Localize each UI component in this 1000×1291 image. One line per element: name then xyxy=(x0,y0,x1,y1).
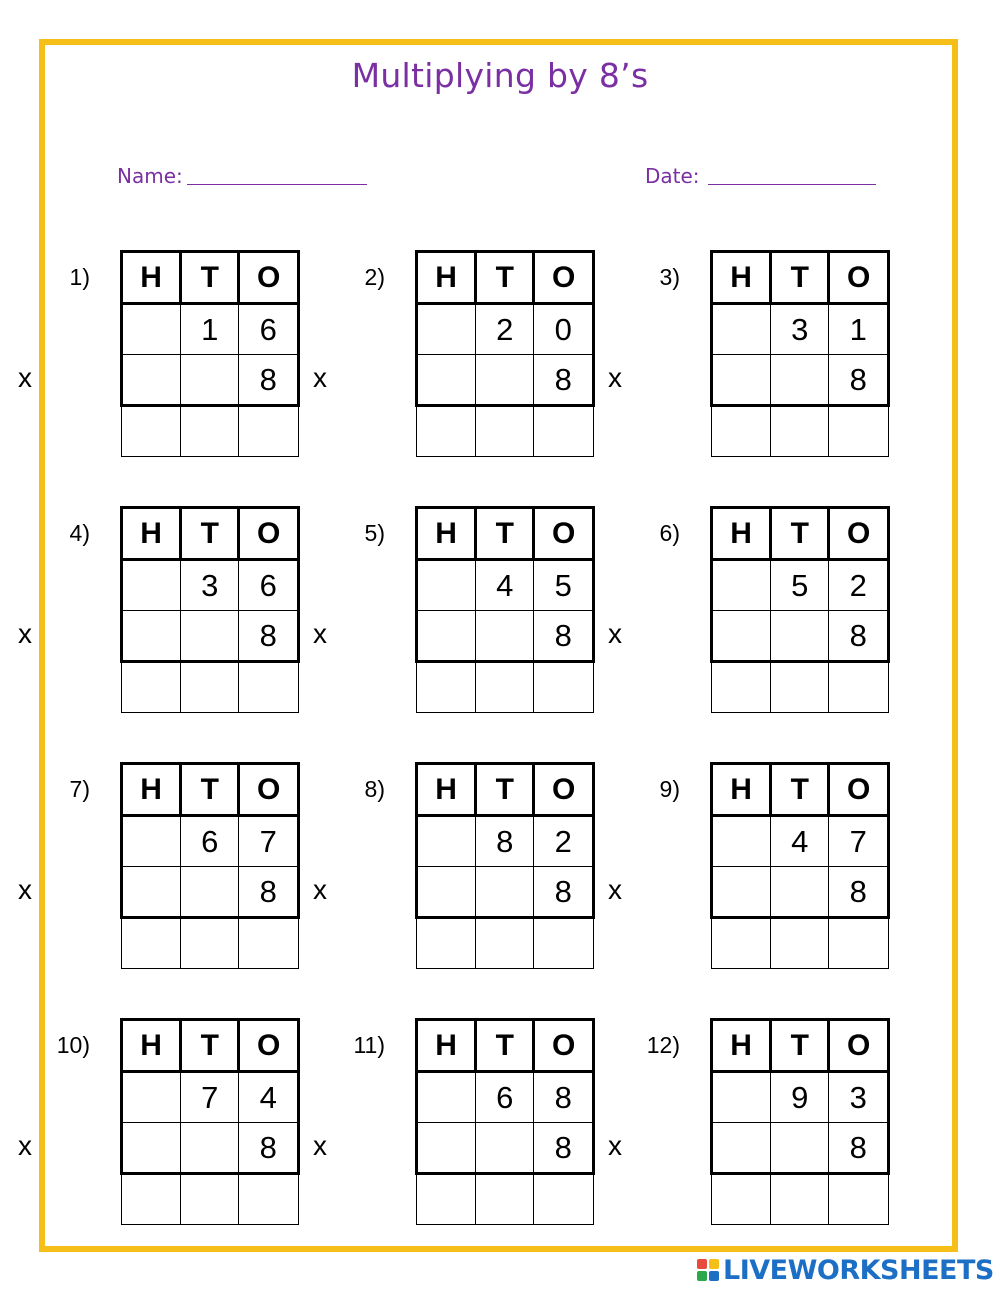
answer-ones-input[interactable] xyxy=(239,406,299,457)
problem-number: 1) xyxy=(69,264,90,290)
place-value-table xyxy=(415,506,595,713)
multiplier-row xyxy=(712,611,889,662)
answer-ones-input[interactable] xyxy=(239,918,299,969)
empty-cell xyxy=(417,816,476,867)
multiplier-row xyxy=(417,867,594,918)
multiplier-digit: 8 xyxy=(239,611,299,662)
answer-row xyxy=(712,918,889,969)
answer-ones-input[interactable] xyxy=(829,662,889,713)
problem-7 xyxy=(0,762,300,972)
empty-cell xyxy=(122,304,181,355)
multiplicand-ones: 6 xyxy=(239,560,299,611)
column-header: O xyxy=(829,508,889,560)
column-header: H xyxy=(712,1020,771,1072)
empty-cell xyxy=(122,867,181,918)
problem-number: 10) xyxy=(56,1032,90,1058)
answer-hundreds-input[interactable] xyxy=(417,918,476,969)
empty-cell xyxy=(417,867,476,918)
multiplicand-row xyxy=(122,816,299,867)
multiplier-row xyxy=(122,611,299,662)
multiplier-row xyxy=(122,1123,299,1174)
empty-cell xyxy=(771,867,829,918)
column-header: O xyxy=(829,764,889,816)
place-value-table xyxy=(120,762,300,969)
multiplier-digit: 8 xyxy=(829,1123,889,1174)
empty-cell xyxy=(712,560,771,611)
header-row xyxy=(417,252,594,304)
multiplicand-row xyxy=(417,1072,594,1123)
column-header: O xyxy=(534,1020,594,1072)
answer-row xyxy=(417,406,594,457)
multiply-sign: x xyxy=(608,362,622,393)
answer-ones-input[interactable] xyxy=(829,918,889,969)
column-header: H xyxy=(417,508,476,560)
column-header: T xyxy=(476,1020,534,1072)
answer-row xyxy=(712,406,889,457)
problem-number: 3) xyxy=(659,264,680,290)
empty-cell xyxy=(122,611,181,662)
empty-cell xyxy=(476,1123,534,1174)
multiplicand-tens: 9 xyxy=(771,1072,829,1123)
header-row xyxy=(417,764,594,816)
empty-cell xyxy=(712,355,771,406)
answer-ones-input[interactable] xyxy=(534,918,594,969)
column-header: T xyxy=(771,508,829,560)
problem-5 xyxy=(295,506,595,716)
problem-number: 7) xyxy=(69,776,90,802)
multiply-sign: x xyxy=(608,874,622,905)
multiplier-digit: 8 xyxy=(534,867,594,918)
multiply-sign: x xyxy=(18,1130,32,1161)
answer-tens-input[interactable] xyxy=(771,406,829,457)
answer-row xyxy=(122,406,299,457)
column-header: H xyxy=(712,764,771,816)
multiplier-row xyxy=(712,355,889,406)
multiplicand-tens: 6 xyxy=(181,816,239,867)
empty-cell xyxy=(122,1123,181,1174)
column-header: H xyxy=(712,508,771,560)
answer-ones-input[interactable] xyxy=(829,1174,889,1225)
problem-1 xyxy=(0,250,300,460)
header-row xyxy=(122,252,299,304)
problem-number: 9) xyxy=(659,776,680,802)
multiplicand-ones: 6 xyxy=(239,304,299,355)
multiply-sign: x xyxy=(608,618,622,649)
column-header: T xyxy=(181,764,239,816)
multiplier-row xyxy=(712,1123,889,1174)
multiplier-digit: 8 xyxy=(534,611,594,662)
multiplicand-tens: 3 xyxy=(181,560,239,611)
logo-icon xyxy=(697,1259,719,1281)
column-header: O xyxy=(829,1020,889,1072)
multiplicand-ones: 5 xyxy=(534,560,594,611)
multiplicand-row xyxy=(122,304,299,355)
answer-ones-input[interactable] xyxy=(239,662,299,713)
empty-cell xyxy=(417,611,476,662)
problem-9 xyxy=(590,762,890,972)
answer-row xyxy=(122,662,299,713)
answer-tens-input[interactable] xyxy=(181,662,239,713)
empty-cell xyxy=(712,867,771,918)
place-value-table xyxy=(710,506,890,713)
multiplier-digit: 8 xyxy=(829,867,889,918)
multiplicand-tens: 1 xyxy=(181,304,239,355)
column-header: O xyxy=(534,508,594,560)
empty-cell xyxy=(417,1072,476,1123)
column-header: O xyxy=(829,252,889,304)
problem-8 xyxy=(295,762,595,972)
answer-hundreds-input[interactable] xyxy=(417,406,476,457)
header-row xyxy=(712,1020,889,1072)
answer-tens-input[interactable] xyxy=(476,662,534,713)
multiply-sign: x xyxy=(313,874,327,905)
multiplicand-row xyxy=(712,560,889,611)
multiply-sign: x xyxy=(18,618,32,649)
multiply-sign: x xyxy=(18,874,32,905)
place-value-table xyxy=(415,762,595,969)
column-header: H xyxy=(417,1020,476,1072)
header-row xyxy=(122,764,299,816)
multiplicand-row xyxy=(712,816,889,867)
problem-number: 2) xyxy=(364,264,385,290)
answer-hundreds-input[interactable] xyxy=(122,406,181,457)
answer-tens-input[interactable] xyxy=(181,1174,239,1225)
name-label: Name: xyxy=(117,164,183,188)
empty-cell xyxy=(417,560,476,611)
multiplicand-tens: 3 xyxy=(771,304,829,355)
multiplier-digit: 8 xyxy=(239,1123,299,1174)
column-header: O xyxy=(239,508,299,560)
answer-tens-input[interactable] xyxy=(181,406,239,457)
multiplicand-row xyxy=(712,1072,889,1123)
answer-hundreds-input[interactable] xyxy=(417,1174,476,1225)
empty-cell xyxy=(181,355,239,406)
multiplicand-tens: 5 xyxy=(771,560,829,611)
empty-cell xyxy=(771,1123,829,1174)
multiplicand-ones: 2 xyxy=(829,560,889,611)
column-header: H xyxy=(122,508,181,560)
column-header: O xyxy=(239,764,299,816)
multiplier-digit: 8 xyxy=(829,355,889,406)
problem-11 xyxy=(295,1018,595,1228)
empty-cell xyxy=(122,560,181,611)
answer-hundreds-input[interactable] xyxy=(712,662,771,713)
empty-cell xyxy=(122,1072,181,1123)
empty-cell xyxy=(122,355,181,406)
empty-cell xyxy=(476,355,534,406)
column-header: T xyxy=(476,764,534,816)
multiply-sign: x xyxy=(313,362,327,393)
column-header: T xyxy=(181,252,239,304)
answer-row xyxy=(417,1174,594,1225)
multiplier-digit: 8 xyxy=(534,355,594,406)
multiply-sign: x xyxy=(18,362,32,393)
answer-hundreds-input[interactable] xyxy=(417,662,476,713)
answer-row xyxy=(712,662,889,713)
place-value-table xyxy=(710,1018,890,1225)
answer-tens-input[interactable] xyxy=(476,1174,534,1225)
empty-cell xyxy=(771,355,829,406)
multiplier-row xyxy=(417,355,594,406)
multiplier-row xyxy=(122,355,299,406)
problem-number: 5) xyxy=(364,520,385,546)
problem-number: 6) xyxy=(659,520,680,546)
multiply-sign: x xyxy=(313,618,327,649)
column-header: T xyxy=(771,252,829,304)
header-row xyxy=(712,508,889,560)
answer-hundreds-input[interactable] xyxy=(712,406,771,457)
problem-2 xyxy=(295,250,595,460)
multiplicand-ones: 1 xyxy=(829,304,889,355)
header-row xyxy=(417,508,594,560)
multiplicand-tens: 7 xyxy=(181,1072,239,1123)
column-header: H xyxy=(122,252,181,304)
multiplicand-ones: 2 xyxy=(534,816,594,867)
answer-hundreds-input[interactable] xyxy=(122,918,181,969)
multiplicand-row xyxy=(417,816,594,867)
problem-6 xyxy=(590,506,890,716)
multiplicand-tens: 6 xyxy=(476,1072,534,1123)
answer-hundreds-input[interactable] xyxy=(122,1174,181,1225)
column-header: O xyxy=(534,252,594,304)
empty-cell xyxy=(181,611,239,662)
column-header: H xyxy=(122,764,181,816)
multiplier-digit: 8 xyxy=(239,867,299,918)
problem-12 xyxy=(590,1018,890,1228)
answer-row xyxy=(417,918,594,969)
answer-tens-input[interactable] xyxy=(181,918,239,969)
empty-cell xyxy=(417,1123,476,1174)
empty-cell xyxy=(771,611,829,662)
multiplicand-ones: 7 xyxy=(829,816,889,867)
logo-text: LIVEWORKSHEETS xyxy=(723,1254,994,1286)
empty-cell xyxy=(122,816,181,867)
answer-ones-input[interactable] xyxy=(534,406,594,457)
column-header: O xyxy=(239,252,299,304)
answer-tens-input[interactable] xyxy=(771,918,829,969)
problem-number: 8) xyxy=(364,776,385,802)
empty-cell xyxy=(181,1123,239,1174)
multiply-sign: x xyxy=(608,1130,622,1161)
answer-tens-input[interactable] xyxy=(476,918,534,969)
answer-row xyxy=(417,662,594,713)
empty-cell xyxy=(712,1072,771,1123)
empty-cell xyxy=(712,304,771,355)
date-label: Date: xyxy=(645,164,700,188)
header-row xyxy=(417,1020,594,1072)
multiplier-row xyxy=(712,867,889,918)
multiplicand-row xyxy=(417,560,594,611)
multiplicand-ones: 8 xyxy=(534,1072,594,1123)
place-value-table xyxy=(120,250,300,457)
empty-cell xyxy=(417,304,476,355)
worksheet-title: Multiplying by 8’s xyxy=(351,56,649,95)
column-header: T xyxy=(476,252,534,304)
multiplicand-tens: 2 xyxy=(476,304,534,355)
empty-cell xyxy=(712,611,771,662)
place-value-table xyxy=(710,762,890,969)
multiplier-row xyxy=(417,1123,594,1174)
multiplier-digit: 8 xyxy=(534,1123,594,1174)
multiplicand-row xyxy=(122,560,299,611)
answer-ones-input[interactable] xyxy=(534,1174,594,1225)
answer-row xyxy=(122,918,299,969)
empty-cell xyxy=(476,867,534,918)
column-header: T xyxy=(771,764,829,816)
answer-ones-input[interactable] xyxy=(829,406,889,457)
multiplier-digit: 8 xyxy=(829,611,889,662)
multiplier-row xyxy=(417,611,594,662)
empty-cell xyxy=(417,355,476,406)
header-row xyxy=(122,508,299,560)
empty-cell xyxy=(476,611,534,662)
column-header: T xyxy=(771,1020,829,1072)
answer-tens-input[interactable] xyxy=(476,406,534,457)
multiplicand-row xyxy=(122,1072,299,1123)
problem-3 xyxy=(590,250,890,460)
problem-number: 12) xyxy=(646,1032,680,1058)
liveworksheets-logo xyxy=(697,1252,994,1288)
multiplicand-ones: 0 xyxy=(534,304,594,355)
empty-cell xyxy=(181,867,239,918)
answer-ones-input[interactable] xyxy=(534,662,594,713)
answer-hundreds-input[interactable] xyxy=(122,662,181,713)
answer-row xyxy=(122,1174,299,1225)
column-header: H xyxy=(712,252,771,304)
multiplicand-ones: 3 xyxy=(829,1072,889,1123)
multiplier-row xyxy=(122,867,299,918)
column-header: H xyxy=(122,1020,181,1072)
name-field[interactable] xyxy=(187,184,367,185)
empty-cell xyxy=(712,1123,771,1174)
problem-10 xyxy=(0,1018,300,1228)
multiplier-digit: 8 xyxy=(239,355,299,406)
multiply-sign: x xyxy=(313,1130,327,1161)
answer-hundreds-input[interactable] xyxy=(712,1174,771,1225)
multiplicand-ones: 7 xyxy=(239,816,299,867)
header-row xyxy=(712,764,889,816)
column-header: O xyxy=(239,1020,299,1072)
multiplicand-tens: 8 xyxy=(476,816,534,867)
column-header: T xyxy=(181,1020,239,1072)
multiplicand-ones: 4 xyxy=(239,1072,299,1123)
multiplicand-row xyxy=(417,304,594,355)
column-header: T xyxy=(181,508,239,560)
multiplicand-row xyxy=(712,304,889,355)
place-value-table xyxy=(415,1018,595,1225)
multiplicand-tens: 4 xyxy=(476,560,534,611)
column-header: T xyxy=(476,508,534,560)
problem-number: 11) xyxy=(353,1032,385,1058)
problem-number: 4) xyxy=(69,520,90,546)
place-value-table xyxy=(120,506,300,713)
answer-tens-input[interactable] xyxy=(771,662,829,713)
answer-hundreds-input[interactable] xyxy=(712,918,771,969)
problem-4 xyxy=(0,506,300,716)
place-value-table xyxy=(120,1018,300,1225)
place-value-table xyxy=(710,250,890,457)
answer-ones-input[interactable] xyxy=(239,1174,299,1225)
place-value-table xyxy=(415,250,595,457)
empty-cell xyxy=(712,816,771,867)
column-header: H xyxy=(417,252,476,304)
answer-tens-input[interactable] xyxy=(771,1174,829,1225)
column-header: H xyxy=(417,764,476,816)
date-field[interactable] xyxy=(708,184,876,185)
column-header: O xyxy=(534,764,594,816)
multiplicand-tens: 4 xyxy=(771,816,829,867)
header-row xyxy=(122,1020,299,1072)
answer-row xyxy=(712,1174,889,1225)
header-row xyxy=(712,252,889,304)
